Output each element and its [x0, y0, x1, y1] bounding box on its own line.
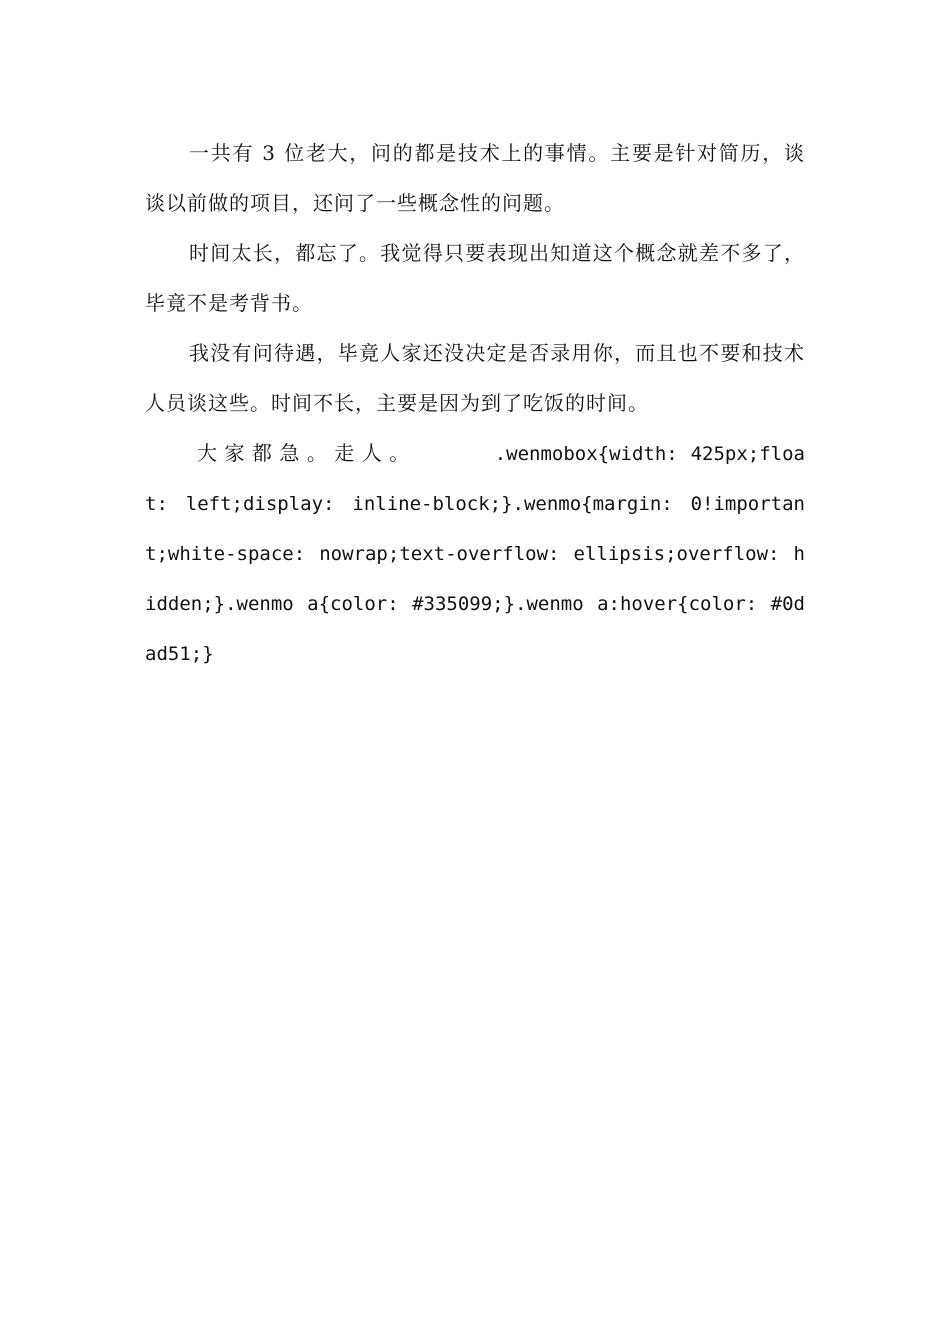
paragraph-2: 时间太长，都忘了。我觉得只要表现出知道这个概念就差不多了，毕竟不是考背书。: [145, 241, 805, 315]
paragraph-1: 一共有 3 位老大，问的都是技术上的事情。主要是针对简历，谈谈以前做的项目，还问了一些概念性的问题。: [145, 141, 805, 215]
paragraph-4: [145, 428, 805, 679]
paragraph-3: 我没有问待遇，毕竟人家还没决定是否录用你，而且也不要和技术人员谈这些。时间不长，主要是因为到了吃饭的时间。: [145, 341, 805, 415]
paragraph-4-code: .wenmobox{width: 425px;float: left;display: inline-block;}.wenmo{margin: 0!important;white-space: nowrap;text-overflow: ellipsis;overflow: hidden;}.wenmo a{color: #335099;}.wenmo a:hover{color: #0dad51;}: [145, 443, 805, 665]
paragraph-4-lead: 大家都急。走人。: [197, 441, 417, 465]
document-page: [145, 128, 805, 679]
